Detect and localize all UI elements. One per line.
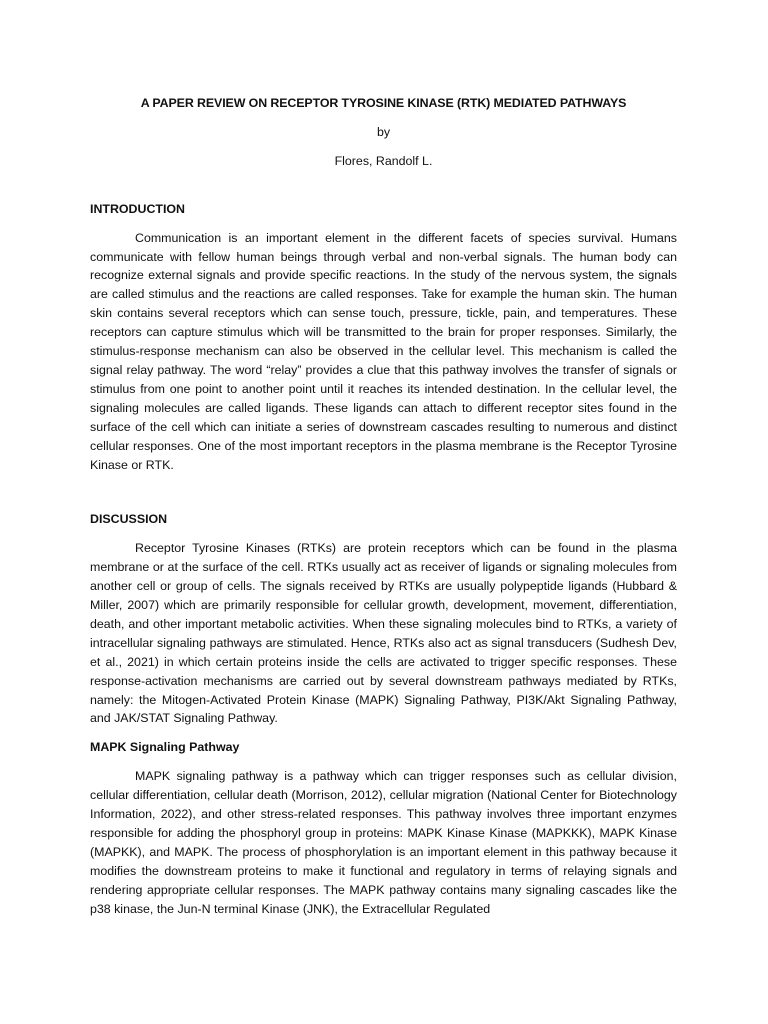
document-title: A PAPER REVIEW ON RECEPTOR TYROSINE KINASE (RTK) MEDIATED PATHWAYS [140, 96, 627, 110]
mapk-heading: MAPK Signaling Pathway [90, 740, 240, 755]
discussion-heading: DISCUSSION [90, 512, 168, 527]
discussion-paragraph: Receptor Tyrosine Kinases (RTKs) are protein receptors which can be found in the plasma membrane or at the surface of the cell. RTKs usually act as receiver of ligands or signaling molecules from another cell or group of cells. The signals received by RTKs are usually polypeptide ligands (Hubbard & Miller, 2007) which are primarily responsible for cellular growth, development, movement, differentiation, death, and other important metabolic activities. When these signaling molecules bind to RTKs, a variety of intracellular signaling pathways are stimulated. Hence, RTKs also act as signal transducers (Sudhesh Dev, et al., 2021) in which certain proteins inside the cells are activated to trigger specific responses. These response-activation mechanisms are carried out by several downstream pathways mediated by RTKs, namely: the Mitogen-Activated Protein Kinase (MAPK) Signaling Pathway, PI3K/Akt Signaling Pathway, and JAK/STAT Signaling Pathway. [90, 541, 677, 726]
byline: by [376, 124, 391, 139]
author-name: Flores, Randolf L. [334, 153, 433, 168]
introduction-heading: INTRODUCTION [90, 201, 185, 216]
page-content [90, 94, 677, 919]
introduction-paragraph: Communication is an important element in the different facets of species survival. Humans communicate with fellow human beings through verbal and non-verbal signals. The human body can recognize external signals and provide specific reactions. In the study of the nervous system, the signals are called stimulus and the reactions are called responses. Take for example the human skin. The human skin contains several receptors which can sense touch, pressure, tickle, pain, and temperatures. These receptors can capture stimulus which will be transmitted to the brain for proper responses. Similarly, the stimulus-response mechanism can also be observed in the cellular level. This mechanism is called the signal relay pathway. The word “relay” provides a clue that this pathway involves the transfer of signals or stimulus from one point to another point until it reaches its intended destination. In the cellular level, the signaling molecules are called ligands. These ligands can attach to different receptor sites found in the surface of the cell which can initiate a series of downstream cascades resulting to numerous and distinct cellular responses. One of the most important receptors in the plasma membrane is the Receptor Tyrosine Kinase or RTK. [90, 230, 677, 472]
mapk-paragraph: MAPK signaling pathway is a pathway which can trigger responses such as cellular division, cellular differentiation, cellular death (Morrison, 2012), cellular migration (National Center for Biotechnology Information, 2022), and other stress-related responses. This pathway involves three important enzymes responsible for adding the phosphoryl group in proteins: MAPK Kinase Kinase (MAPKKK), MAPK Kinase (MAPKK), and MAPK. The process of phosphorylation is an important element in this pathway because it modifies the downstream proteins to make it functional and regulatory in terms of relaying signals and rendering appropriate cellular responses. The MAPK pathway contains many signaling cascades like the p38 kinase, the Jun-N terminal Kinase (JNK), the Extracellular Regulated [90, 769, 677, 916]
